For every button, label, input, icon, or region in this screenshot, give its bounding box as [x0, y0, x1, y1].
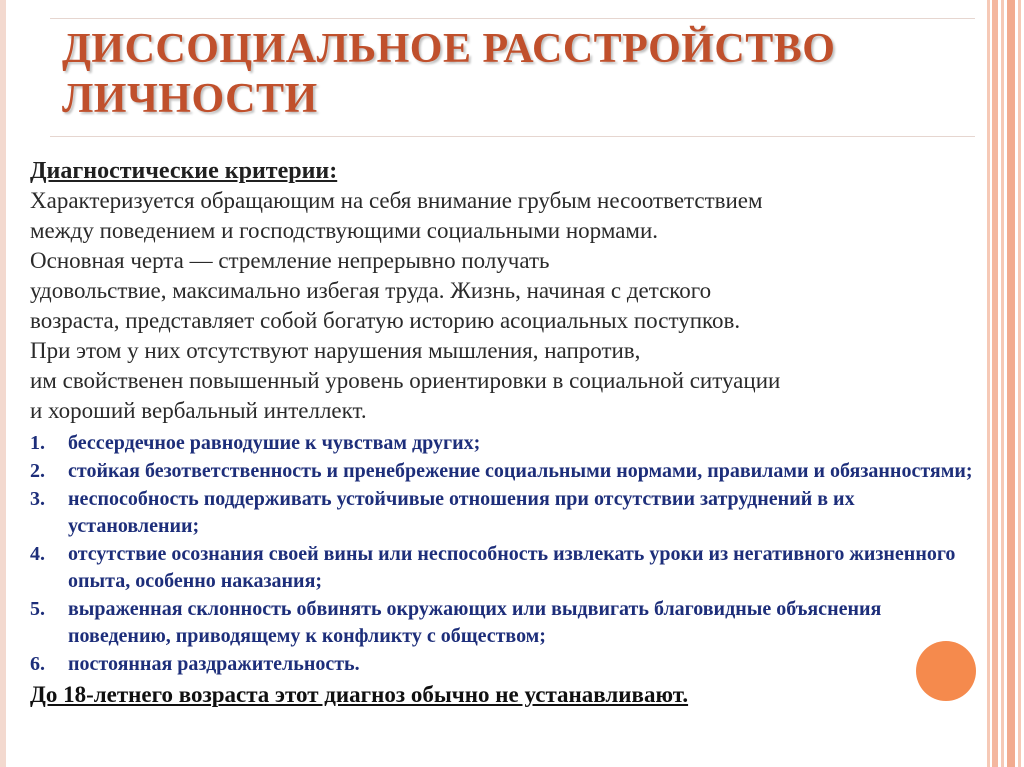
- criteria-item: [30, 651, 980, 678]
- criteria-text: отсутствие осознания своей вины или неспособность извлекать уроки из негативного жизненного опыта, особенно наказания;: [68, 543, 956, 592]
- criteria-text: неспособность поддерживать устойчивые отношения при отсутствии затруднений в их установлении;: [68, 488, 855, 537]
- criteria-text: постоянная раздражительность.: [68, 653, 360, 675]
- slide-title: ДИССОЦИАЛЬНОЕ РАССТРОЙСТВО ЛИЧНОСТИ: [62, 26, 836, 122]
- paragraph-line: При этом у них отсутствуют нарушения мышления, напротив,: [30, 338, 641, 363]
- criteria-heading: Диагностические критерии:: [30, 158, 338, 184]
- paragraph-line: и хороший вербальный интеллект.: [30, 398, 367, 423]
- criteria-text: выраженная склонность обвинять окружающих или выдвигать благовидные объяснения поведению, приводящему к конфликту с обществом;: [68, 598, 882, 647]
- criteria-text: стойкая безответственность и пренебрежение социальными нормами, правилами и обязанностями;: [68, 460, 973, 482]
- criteria-number: 3.: [30, 488, 45, 510]
- title-rule-top: [50, 18, 975, 19]
- criteria-list: [30, 430, 980, 678]
- paragraph-line: Основная черта — стремление непрерывно получать: [30, 248, 550, 273]
- right-stripe-decoration: [987, 0, 990, 767]
- paragraph-line: возраста, представляет собой богатую историю асоциальных поступков.: [30, 308, 741, 333]
- criteria-item: [30, 541, 980, 595]
- criteria-number: 4.: [30, 543, 45, 565]
- criteria-number: 6.: [30, 653, 45, 675]
- criteria-number: 5.: [30, 598, 45, 620]
- right-stripe-decoration: [1001, 0, 1004, 767]
- right-stripe-decoration: [992, 0, 998, 767]
- criteria-item: [30, 596, 980, 650]
- title-divider: [50, 136, 975, 137]
- right-stripe-decoration: [1007, 0, 1015, 767]
- description-paragraph: [30, 186, 980, 426]
- criteria-number: 2.: [30, 460, 45, 482]
- paragraph-line: между поведением и господствующими социальными нормами.: [30, 218, 659, 243]
- slide-body: [30, 156, 980, 710]
- criteria-item: [30, 430, 980, 457]
- accent-circle-decoration: [916, 641, 976, 701]
- paragraph-line: им свойственен повышенный уровень ориентировки в социальной ситуации: [30, 368, 781, 393]
- criteria-number: 1.: [30, 432, 45, 454]
- criteria-item: [30, 458, 980, 485]
- criteria-text: бессердечное равнодушие к чувствам других;: [68, 432, 481, 454]
- left-frame-decoration: [0, 0, 6, 767]
- age-note: До 18-летнего возраста этот диагноз обычно не устанавливают.: [30, 682, 689, 707]
- right-stripe-decoration: [1018, 0, 1021, 767]
- paragraph-line: Характеризуется обращающим на себя внимание грубым несоответствием: [30, 188, 763, 213]
- criteria-item: [30, 486, 980, 540]
- paragraph-line: удовольствие, максимально избегая труда. Жизнь, начиная с детского: [30, 278, 712, 303]
